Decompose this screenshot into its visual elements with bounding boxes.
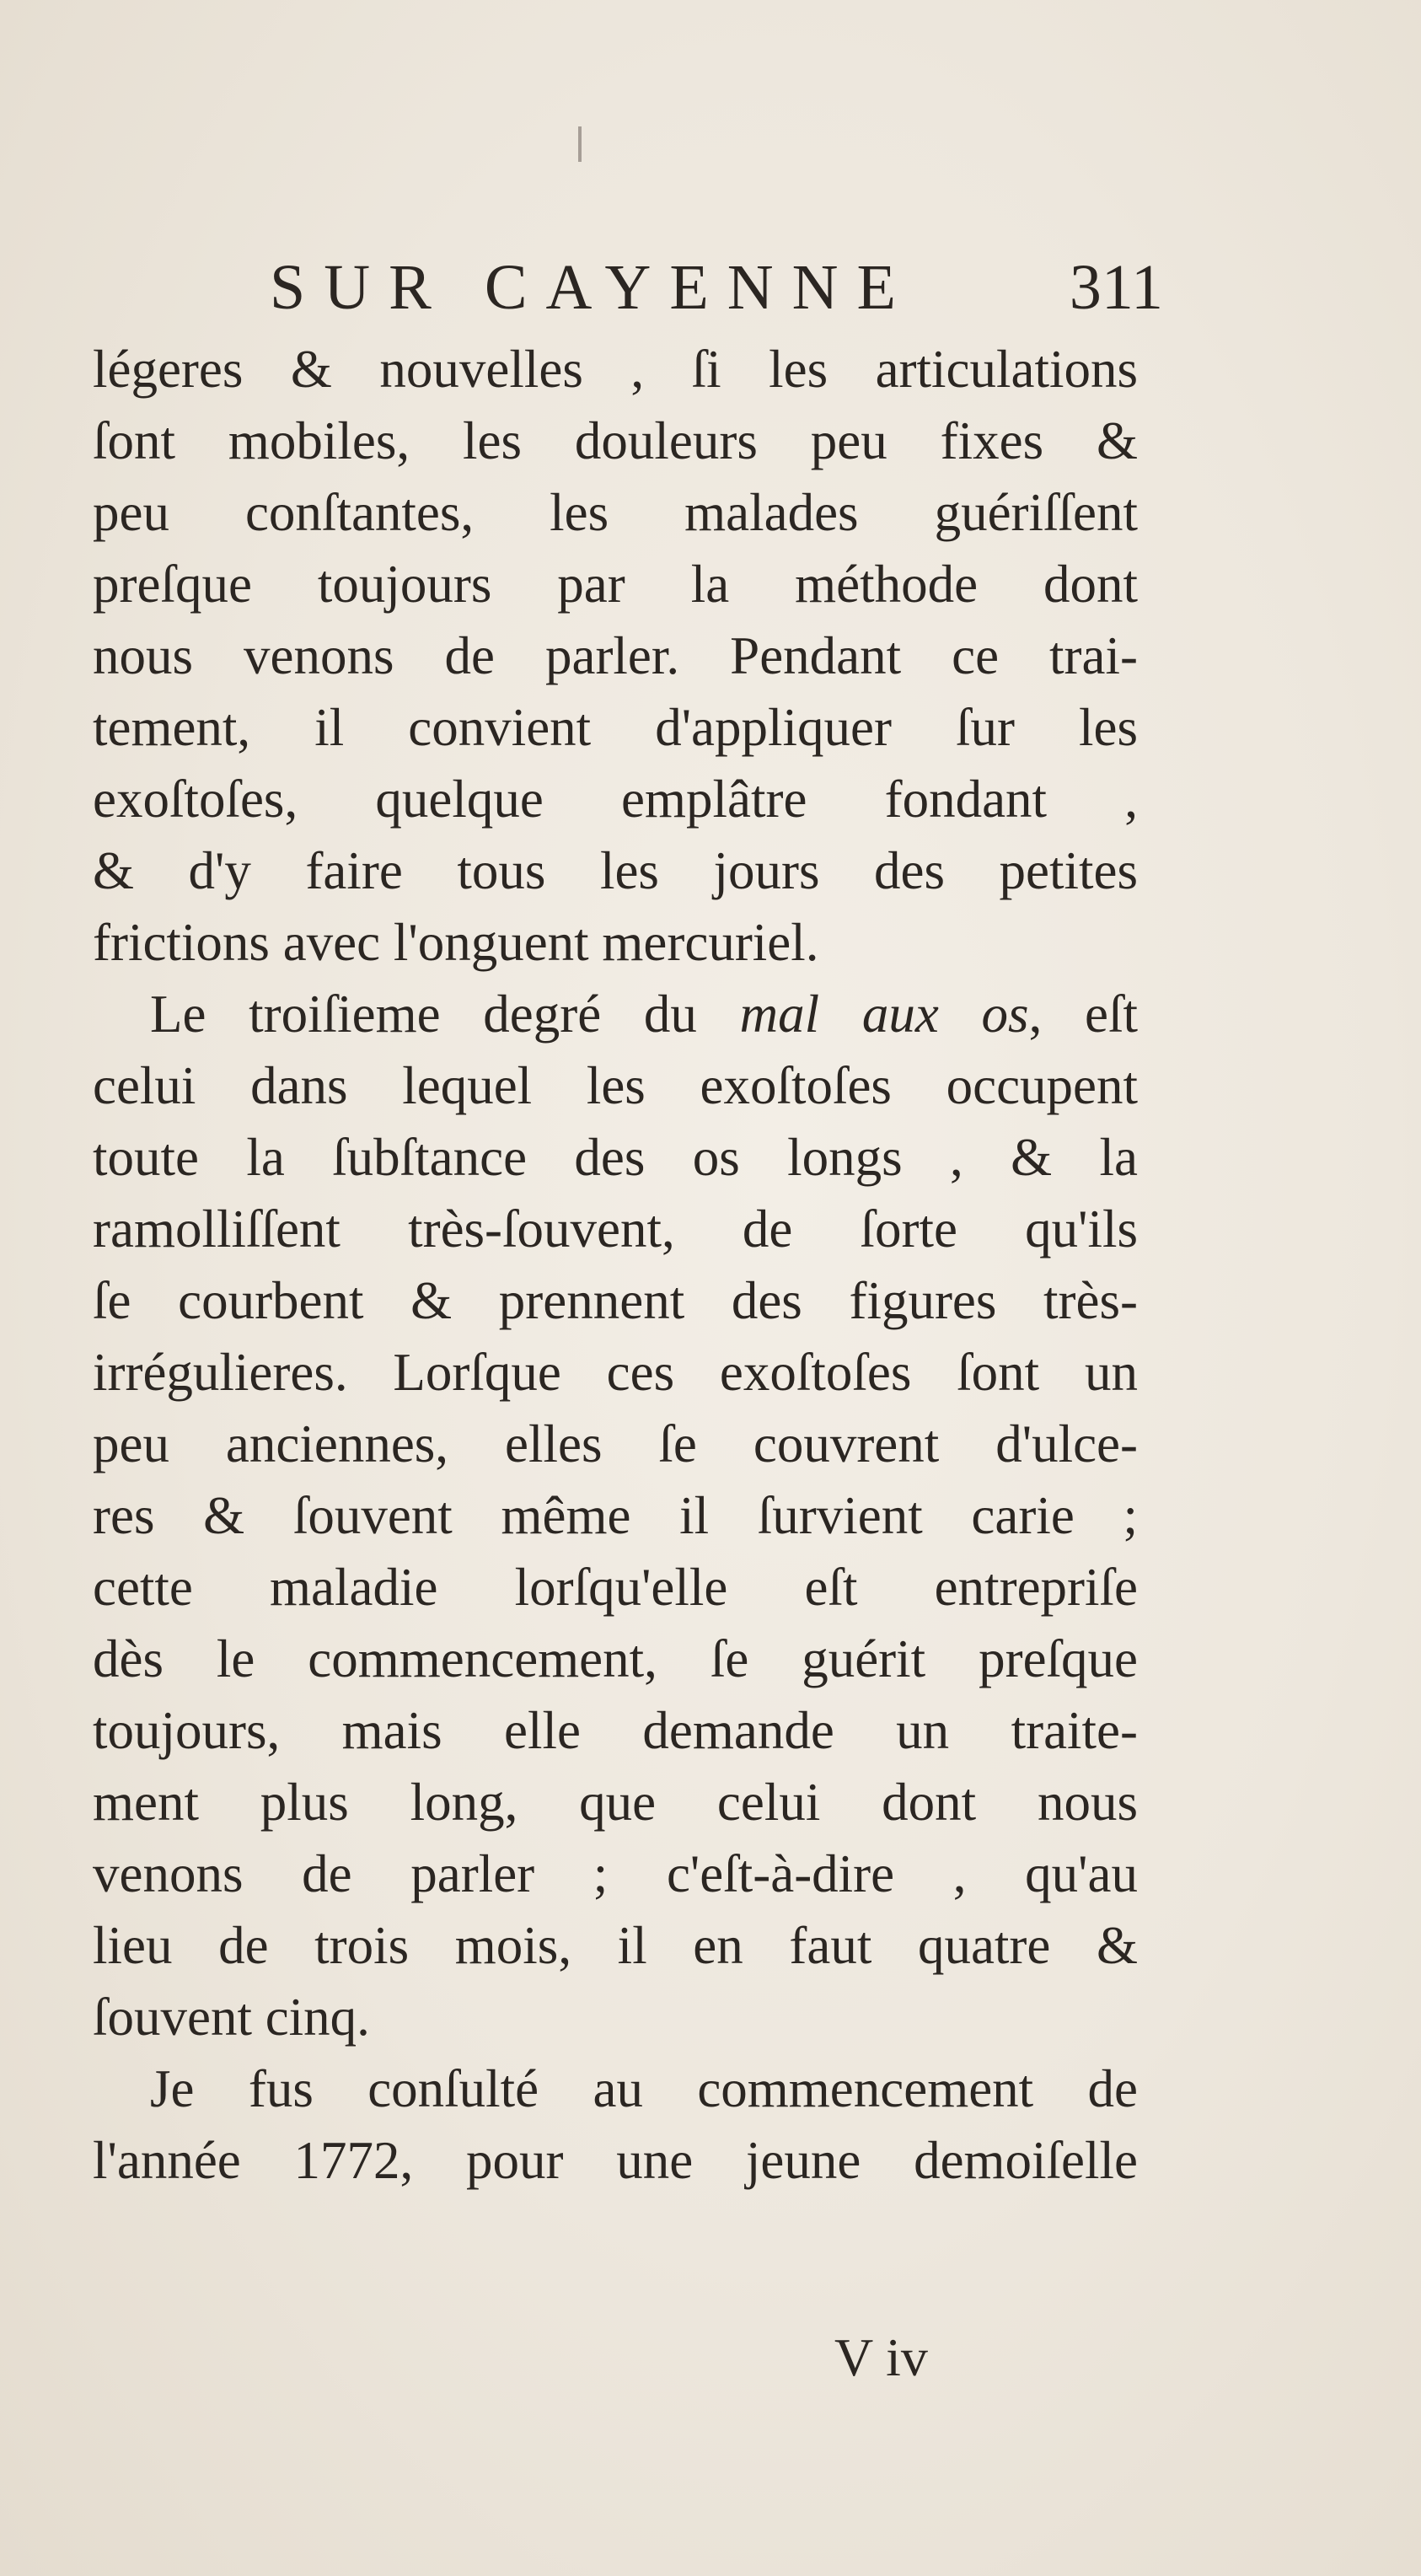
text-line: tement, il convient d'appliquer ſur les: [93, 698, 1138, 757]
text-line: venons de parler ; c'eſt-à-dire , qu'au: [93, 1844, 1138, 1903]
signature-mark: V iv: [834, 2327, 928, 2387]
text-line: ment plus long, que celui dont nous: [93, 1773, 1138, 1832]
text-line: toujours, mais elle demande un traite-: [93, 1701, 1138, 1760]
text-line: celui dans lequel les exoſtoſes occupent: [93, 1056, 1138, 1115]
text-fragment: Le troiſieme degré du: [150, 985, 740, 1044]
page-speck: [578, 126, 582, 162]
text-line: peu anciennes, elles ſe couvrent d'ulce-: [93, 1414, 1138, 1473]
text-line: légeres & nouvelles , ſi les articulations: [93, 340, 1138, 399]
text-line: nous venons de parler. Pendant ce trai-: [93, 626, 1138, 685]
text-line: irrégulieres. Lorſque ces exoſtoſes ſont un: [93, 1343, 1138, 1402]
text-line: peu conſtantes, les malades guériſſent: [93, 483, 1138, 542]
text-fragment: , eſt: [1028, 985, 1138, 1044]
text-line: lieu de trois mois, il en faut quatre &: [93, 1916, 1138, 1975]
text-line: ſont mobiles, les douleurs peu fixes &: [93, 411, 1138, 470]
text-line: cette maladie lorſqu'elle eſt entrepriſe: [93, 1558, 1138, 1617]
text-line: ſouvent cinq.: [93, 1988, 370, 2047]
text-line: exoſtoſes, quelque emplâtre fondant ,: [93, 770, 1138, 829]
text-line: & d'y faire tous les jours des petites: [93, 841, 1138, 900]
body-text: [93, 334, 1138, 2197]
paragraph-opening-line: [93, 979, 1138, 1050]
text-line: frictions avec l'onguent mercuriel.: [93, 913, 819, 972]
italic-term: mal aux os: [739, 985, 1029, 1044]
text-line: dès le commencement, ſe guérit preſque: [93, 1629, 1138, 1688]
running-title: SUR CAYENNE: [270, 252, 914, 323]
text-line: Je fus conſulté au commencement de: [150, 2059, 1138, 2118]
page-header: [270, 251, 1163, 327]
text-line: res & ſouvent même il ſurvient carie ;: [93, 1486, 1138, 1545]
text-line: ſe courbent & prennent des figures très-: [93, 1271, 1138, 1330]
text-line: preſque toujours par la méthode dont: [93, 555, 1138, 614]
text-line: ramolliſſent très-ſouvent, de ſorte qu'ils: [93, 1199, 1138, 1258]
text-line: l'année 1772, pour une jeune demoiſelle: [93, 2131, 1138, 2190]
text-line: toute la ſubſtance des os longs , & la: [93, 1128, 1138, 1187]
page-number: 311: [1069, 252, 1163, 323]
